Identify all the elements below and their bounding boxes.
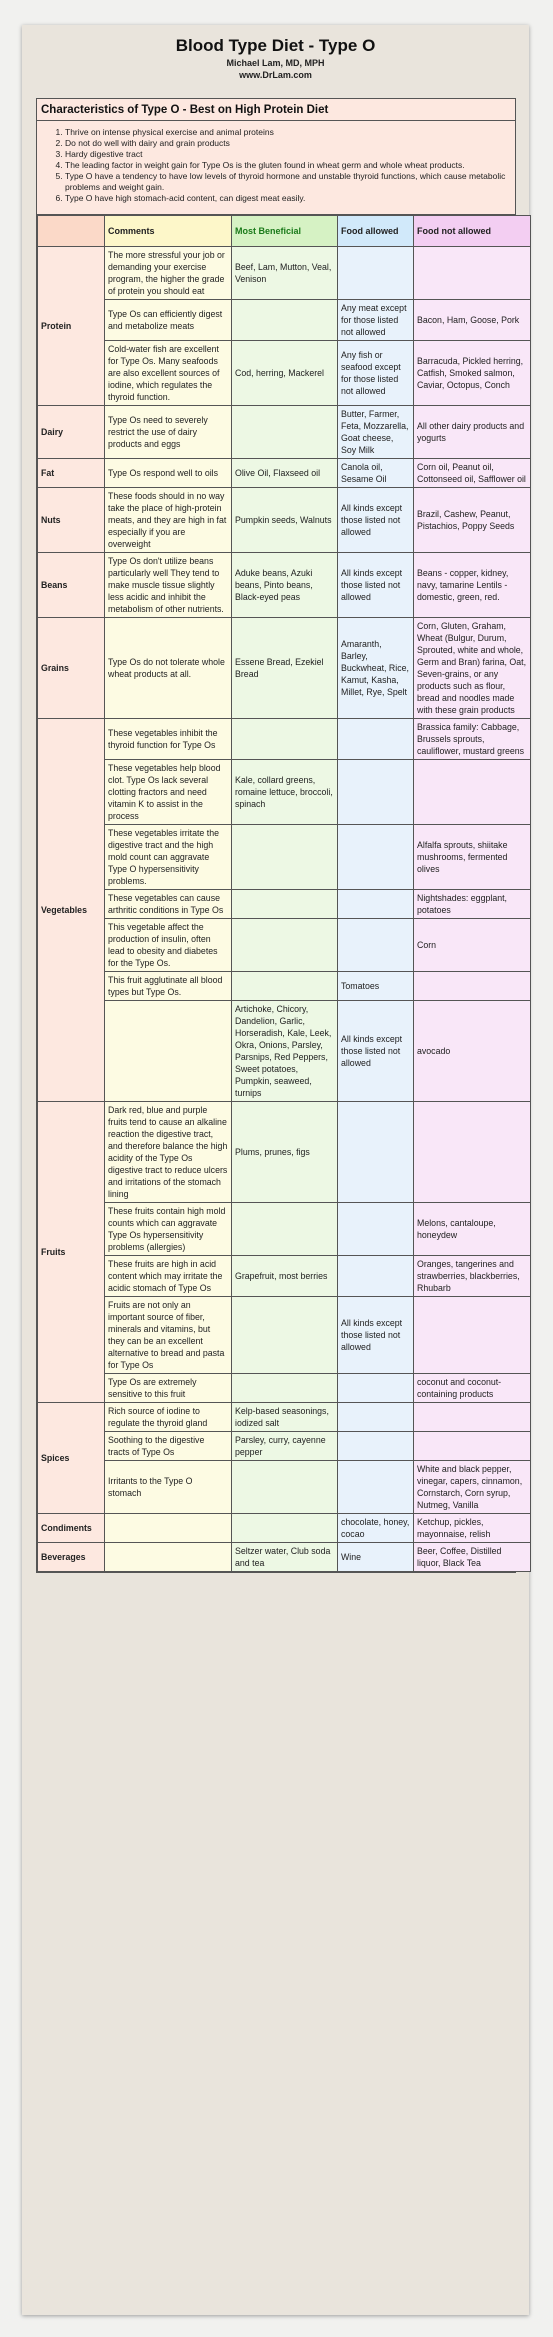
most-beneficial-cell [232,406,338,459]
food-allowed-cell: Wine [338,1543,414,1572]
most-beneficial-cell: Plums, prunes, figs [232,1102,338,1203]
food-allowed-cell: All kinds except those listed not allowed [338,553,414,618]
table-row [38,459,531,488]
most-beneficial-cell [232,1461,338,1514]
category-cell: Beans [38,553,105,618]
most-beneficial-cell [232,1514,338,1543]
table-row [38,300,531,341]
characteristics-list [47,127,507,204]
table-body [38,247,531,1572]
food-not-allowed-cell: avocado [414,1001,531,1102]
table-row [38,972,531,1001]
category-cell: Grains [38,618,105,719]
table-row [38,1461,531,1514]
food-not-allowed-cell: All other dairy products and yogurts [414,406,531,459]
food-allowed-cell [338,1374,414,1403]
comment-cell: Type Os respond well to oils [105,459,232,488]
comment-cell: These fruits contain high mold counts which can aggravate Type Os hypersensitivity problems (allergies) [105,1203,232,1256]
food-table [37,215,531,1572]
characteristic-item: 2. Do not do well with dairy and grain products [65,138,507,149]
category-cell: Fat [38,459,105,488]
table-row [38,618,531,719]
food-allowed-cell: Any fish or seafood except for those listed not allowed [338,341,414,406]
food-allowed-cell [338,1102,414,1203]
food-allowed-cell [338,1203,414,1256]
food-allowed-cell: chocolate, honey, cocao [338,1514,414,1543]
header-category [38,216,105,247]
comment-cell: These vegetables inhibit the thyroid function for Type Os [105,719,232,760]
food-not-allowed-cell: Bacon, Ham, Goose, Pork [414,300,531,341]
comment-cell: Cold-water fish are excellent for Type Os. Many seafoods are also excellent sources of iodine, which regulates the thyroid function. [105,341,232,406]
food-not-allowed-cell: coconut and coconut-containing products [414,1374,531,1403]
table-row [38,1514,531,1543]
food-not-allowed-cell: Melons, cantaloupe, honeydew [414,1203,531,1256]
header-most-beneficial: Most Beneficial [232,216,338,247]
most-beneficial-cell [232,1374,338,1403]
header-food-allowed: Food allowed [338,216,414,247]
food-not-allowed-cell: Brazil, Cashew, Peanut, Pistachios, Poppy Seeds [414,488,531,553]
food-not-allowed-cell: Corn [414,919,531,972]
most-beneficial-cell: Olive Oil, Flaxseed oil [232,459,338,488]
table-row [38,406,531,459]
food-allowed-cell: Butter, Farmer, Feta, Mozzarella, Goat cheese, Soy Milk [338,406,414,459]
most-beneficial-cell: Beef, Lam, Mutton, Veal, Venison [232,247,338,300]
food-not-allowed-cell: Oranges, tangerines and strawberries, blackberries, Rhubarb [414,1256,531,1297]
food-not-allowed-cell: Beans - copper, kidney, navy, tamarine Lentils - domestic, green, red. [414,553,531,618]
table-row [38,719,531,760]
characteristics-panel [37,121,515,215]
comment-cell: This fruit agglutinate all blood types but Type Os. [105,972,232,1001]
food-not-allowed-cell [414,1297,531,1374]
table-row [38,1374,531,1403]
category-cell: Fruits [38,1102,105,1403]
comment-cell [105,1001,232,1102]
food-not-allowed-cell: Alfalfa sprouts, shiitake mushrooms, fermented olives [414,825,531,890]
most-beneficial-cell: Parsley, curry, cayenne pepper [232,1432,338,1461]
food-not-allowed-cell [414,247,531,300]
food-not-allowed-cell [414,1432,531,1461]
food-not-allowed-cell [414,972,531,1001]
category-cell: Spices [38,1403,105,1514]
food-allowed-cell [338,890,414,919]
food-allowed-cell [338,1461,414,1514]
comment-cell: These vegetables can cause arthritic conditions in Type Os [105,890,232,919]
food-not-allowed-cell: Corn oil, Peanut oil, Cottonseed oil, Safflower oil [414,459,531,488]
characteristic-item: 1. Thrive on intense physical exercise and animal proteins [65,127,507,138]
characteristic-item: 3. Hardy digestive tract [65,149,507,160]
food-not-allowed-cell [414,760,531,825]
most-beneficial-cell [232,1203,338,1256]
food-not-allowed-cell: White and black pepper, vinegar, capers, cinnamon, Cornstarch, Corn syrup, Nutmeg, Vanilla [414,1461,531,1514]
most-beneficial-cell: Kelp-based seasonings, iodized salt [232,1403,338,1432]
most-beneficial-cell: Aduke beans, Azuki beans, Pinto beans, Black-eyed peas [232,553,338,618]
table-row [38,1432,531,1461]
most-beneficial-cell: Essene Bread, Ezekiel Bread [232,618,338,719]
most-beneficial-cell [232,890,338,919]
site-link[interactable]: www.DrLam.com [239,70,312,80]
most-beneficial-cell: Kale, collard greens, romaine lettuce, broccoli, spinach [232,760,338,825]
comment-cell: Type Os are extremely sensitive to this fruit [105,1374,232,1403]
comment-cell: Irritants to the Type O stomach [105,1461,232,1514]
food-allowed-cell: Any meat except for those listed not allowed [338,300,414,341]
food-allowed-cell [338,1256,414,1297]
category-cell: Beverages [38,1543,105,1572]
comment-cell: Dark red, blue and purple fruits tend to cause an alkaline reaction the digestive tract, and therefore balance the high acidity of the Type Os digestive tract to reduce ulcers and irritations of the stomach lining [105,1102,232,1203]
table-row [38,341,531,406]
table-row [38,919,531,972]
comment-cell: This vegetable affect the production of insulin, often lead to obesity and diabetes for the Type Os. [105,919,232,972]
food-allowed-cell [338,1432,414,1461]
most-beneficial-cell [232,972,338,1001]
most-beneficial-cell [232,1297,338,1374]
food-not-allowed-cell: Nightshades: eggplant, potatoes [414,890,531,919]
food-not-allowed-cell: Brassica family: Cabbage, Brussels sprouts, cauliflower, mustard greens [414,719,531,760]
food-allowed-cell [338,760,414,825]
page-title: Blood Type Diet - Type O [175,36,376,55]
most-beneficial-cell: Grapefruit, most berries [232,1256,338,1297]
most-beneficial-cell: Cod, herring, Mackerel [232,341,338,406]
table-row [38,825,531,890]
category-cell: Vegetables [38,719,105,1102]
food-not-allowed-cell: Corn, Gluten, Graham, Wheat (Bulgur, Durum, Sprouted, white and whole, Germ and Bran) farina, Oat, Seven-grains, or any products such as flour, bread and noodles made with these grain products [414,618,531,719]
food-not-allowed-cell [414,1102,531,1203]
table-row [38,1543,531,1572]
category-cell: Nuts [38,488,105,553]
table-row [38,553,531,618]
most-beneficial-cell [232,300,338,341]
table-header-row [38,216,531,247]
comment-cell: Soothing to the digestive tracts of Type Os [105,1432,232,1461]
table-row [38,247,531,300]
comment-cell: Rich source of iodine to regulate the thyroid gland [105,1403,232,1432]
comment-cell: These vegetables help blood clot. Type Os lack several clotting fractors and need vitamin K to assist in the process [105,760,232,825]
category-cell: Dairy [38,406,105,459]
food-allowed-cell: All kinds except those listed not allowed [338,1001,414,1102]
most-beneficial-cell [232,919,338,972]
most-beneficial-cell: Pumpkin seeds, Walnuts [232,488,338,553]
table-row [38,1256,531,1297]
characteristic-item: 5. Type O have a tendency to have low levels of thyroid hormone and unstable thyroid functions, which cause metabolic problems and weight gain. [65,171,507,193]
table-row [38,1102,531,1203]
diet-sheet [22,25,529,2315]
food-not-allowed-cell: Ketchup, pickles, mayonnaise, relish [414,1514,531,1543]
table-row [38,1203,531,1256]
header-food-not-allowed: Food not allowed [414,216,531,247]
most-beneficial-cell: Seltzer water, Club soda and tea [232,1543,338,1572]
characteristic-item: 6. Type O have high stomach-acid content, can digest meat easily. [65,193,507,204]
diet-document [36,98,527,1573]
section-title: Characteristics of Type O - Best on High Protein Diet [37,99,515,121]
most-beneficial-cell: Artichoke, Chicory, Dandelion, Garlic, Horseradish, Kale, Leek, Okra, Onions, Parsley, Parsnips, Red Peppers, Sweet potatoes, Pumpkin, seaweed, turnips [232,1001,338,1102]
comment-cell: Type Os do not tolerate whole wheat products at all. [105,618,232,719]
food-allowed-cell [338,825,414,890]
comment-cell: Type Os need to severely restrict the use of dairy products and eggs [105,406,232,459]
table-row [38,488,531,553]
table-row [38,1001,531,1102]
table-row [38,1403,531,1432]
food-not-allowed-cell: Beer, Coffee, Distilled liquor, Black Tea [414,1543,531,1572]
food-allowed-cell: Tomatoes [338,972,414,1001]
table-row [38,1297,531,1374]
comment-cell: These vegetables irritate the digestive tract and the high mold count can aggravate Type O hypersensitivity problems. [105,825,232,890]
comment-cell: Fruits are not only an important source of fiber, minerals and vitamins, but they can be an excellent alternative to bread and pasta for Type Os [105,1297,232,1374]
food-allowed-cell [338,919,414,972]
comment-cell: The more stressful your job or demanding your exercise program, the higher the grade of protein you should eat [105,247,232,300]
food-allowed-cell [338,719,414,760]
comment-cell: These foods should in no way take the place of high-protein meats, and they are high in fat especially if you are overweight [105,488,232,553]
food-allowed-cell: All kinds except those listed not allowed [338,488,414,553]
header-comments: Comments [105,216,232,247]
comment-cell: Type Os don't utilize beans particularly well They tend to make muscle tissue slightly less acidic and inhibit the metabolism of other nutrients. [105,553,232,618]
food-allowed-cell [338,1403,414,1432]
food-allowed-cell: All kinds except those listed not allowed [338,1297,414,1374]
category-cell: Protein [38,247,105,406]
comment-cell [105,1514,232,1543]
most-beneficial-cell [232,719,338,760]
food-not-allowed-cell: Barracuda, Pickled herring, Catfish, Smoked salmon, Caviar, Octopus, Conch [414,341,531,406]
comment-cell [105,1543,232,1572]
food-allowed-cell [338,247,414,300]
table-row [38,890,531,919]
food-allowed-cell: Amaranth, Barley, Buckwheat, Rice, Kamut, Kasha, Millet, Rye, Spelt [338,618,414,719]
table-row [38,760,531,825]
comment-cell: Type Os can efficiently digest and metabolize meats [105,300,232,341]
comment-cell: These fruits are high in acid content which may irritate the acidic stomach of Type Os [105,1256,232,1297]
author: Michael Lam, MD, MPH [226,58,325,68]
food-allowed-cell: Canola oil, Sesame Oil [338,459,414,488]
characteristic-item: 4. The leading factor in weight gain for Type Os is the gluten found in wheat germ and whole wheat products. [65,160,507,171]
category-cell: Condiments [38,1514,105,1543]
sheet-header [22,25,529,103]
food-not-allowed-cell [414,1403,531,1432]
most-beneficial-cell [232,825,338,890]
